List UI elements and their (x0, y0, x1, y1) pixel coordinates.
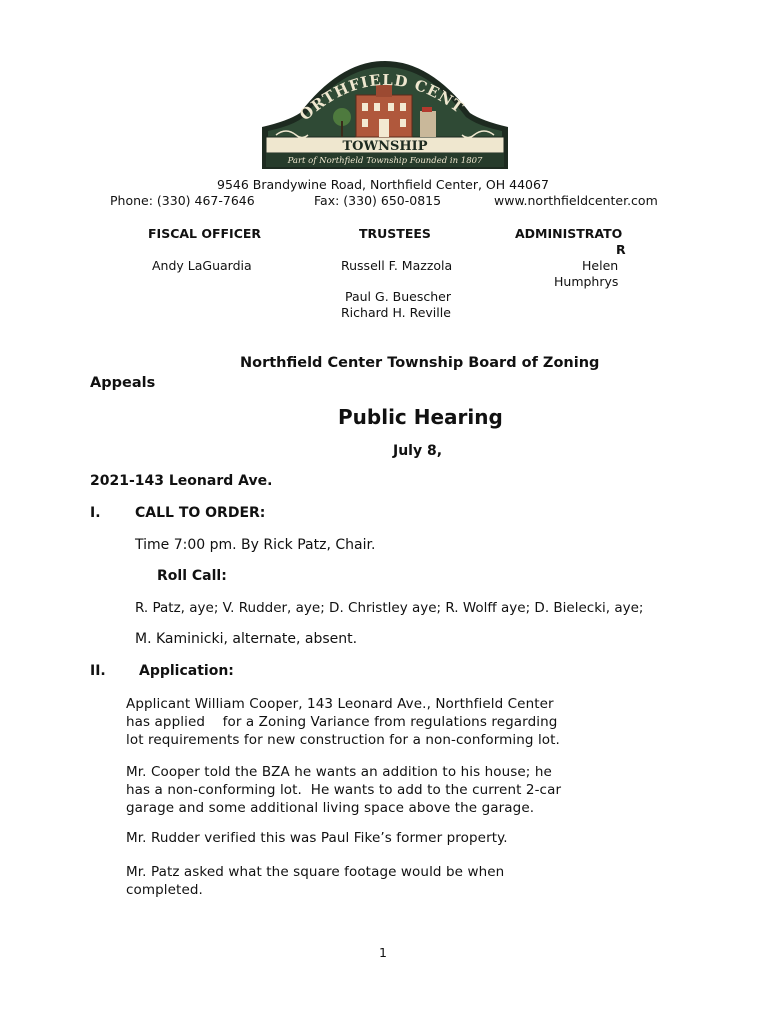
paragraph-line: has a non-conforming lot. He wants to add to the current 2-car (126, 782, 562, 798)
trustee-name: Russell F. Mazzola (341, 258, 453, 273)
administrator-name: Helen (582, 258, 619, 273)
paragraph-line: garage and some additional living space above the garage. (126, 800, 535, 816)
logo-name-top: ORTHFIELD CENT (296, 70, 468, 125)
trustee-name: Paul G. Buescher (345, 289, 451, 304)
paragraph-line: completed. (126, 882, 203, 898)
case-line: 2021-143 Leonard Ave. (90, 473, 273, 489)
paragraph-line: lot requirements for new construction for a non-conforming lot. (126, 732, 560, 748)
verification-paragraph (126, 829, 508, 847)
paragraph-line: Mr. Patz asked what the square footage would be when (126, 864, 505, 880)
phone: Phone: (330) 467-7646 (110, 193, 255, 208)
fiscal-officer-heading: FISCAL OFFICER (148, 226, 262, 241)
board-title-wrap: Appeals (90, 375, 156, 391)
logo-name-main: TOWNSHIP (342, 139, 428, 154)
section-heading-call-to-order: CALL TO ORDER: (135, 505, 266, 521)
address: 9546 Brandywine Road, Northfield Center, OH 44067 (217, 177, 549, 192)
hearing-date: July 8, (393, 443, 443, 459)
section-number: II. (90, 663, 106, 679)
paragraph-line: Mr. Rudder verified this was Paul Fike’s former property. (126, 830, 508, 846)
paragraph-line: has applied for a Zoning Variance from regulations regarding (126, 714, 558, 730)
website-link[interactable]: www.northfieldcenter.com (494, 193, 658, 208)
call-to-order-time: Time 7:00 pm. By Rick Patz, Chair. (135, 537, 376, 553)
application-paragraph (126, 695, 560, 749)
roll-call-votes: R. Patz, aye; V. Rudder, aye; D. Christley aye; R. Wolff aye; D. Bielecki, aye; (135, 600, 644, 616)
trustees-heading: TRUSTEES (359, 226, 431, 241)
square-footage-paragraph (126, 863, 504, 899)
roll-call-absent: M. Kaminicki, alternate, absent. (135, 631, 358, 647)
section-heading-application: Application: (139, 663, 234, 679)
trustee-name: Richard H. Reville (341, 305, 451, 320)
logo-tagline: Part of Northfield Township Founded in 1807 (287, 156, 483, 166)
logo-graphic (258, 55, 512, 171)
fax: Fax: (330) 650-0815 (314, 193, 442, 208)
administrator-name: Humphrys (554, 274, 619, 289)
section-number: I. (90, 505, 101, 521)
roll-call-label: Roll Call: (157, 568, 227, 584)
addition-paragraph (126, 763, 561, 817)
board-title: Northfield Center Township Board of Zoning (240, 355, 600, 371)
administrator-heading-wrap: R (616, 242, 626, 257)
page-number: 1 (379, 945, 387, 960)
township-logo (258, 55, 512, 171)
hearing-title: Public Hearing (338, 405, 503, 429)
fiscal-officer-name: Andy LaGuardia (152, 258, 252, 273)
paragraph-line: Mr. Cooper told the BZA he wants an addition to his house; he (126, 764, 552, 780)
administrator-heading: ADMINISTRATO (515, 226, 623, 241)
paragraph-line: Applicant William Cooper, 143 Leonard Ave., Northfield Center (126, 696, 554, 712)
